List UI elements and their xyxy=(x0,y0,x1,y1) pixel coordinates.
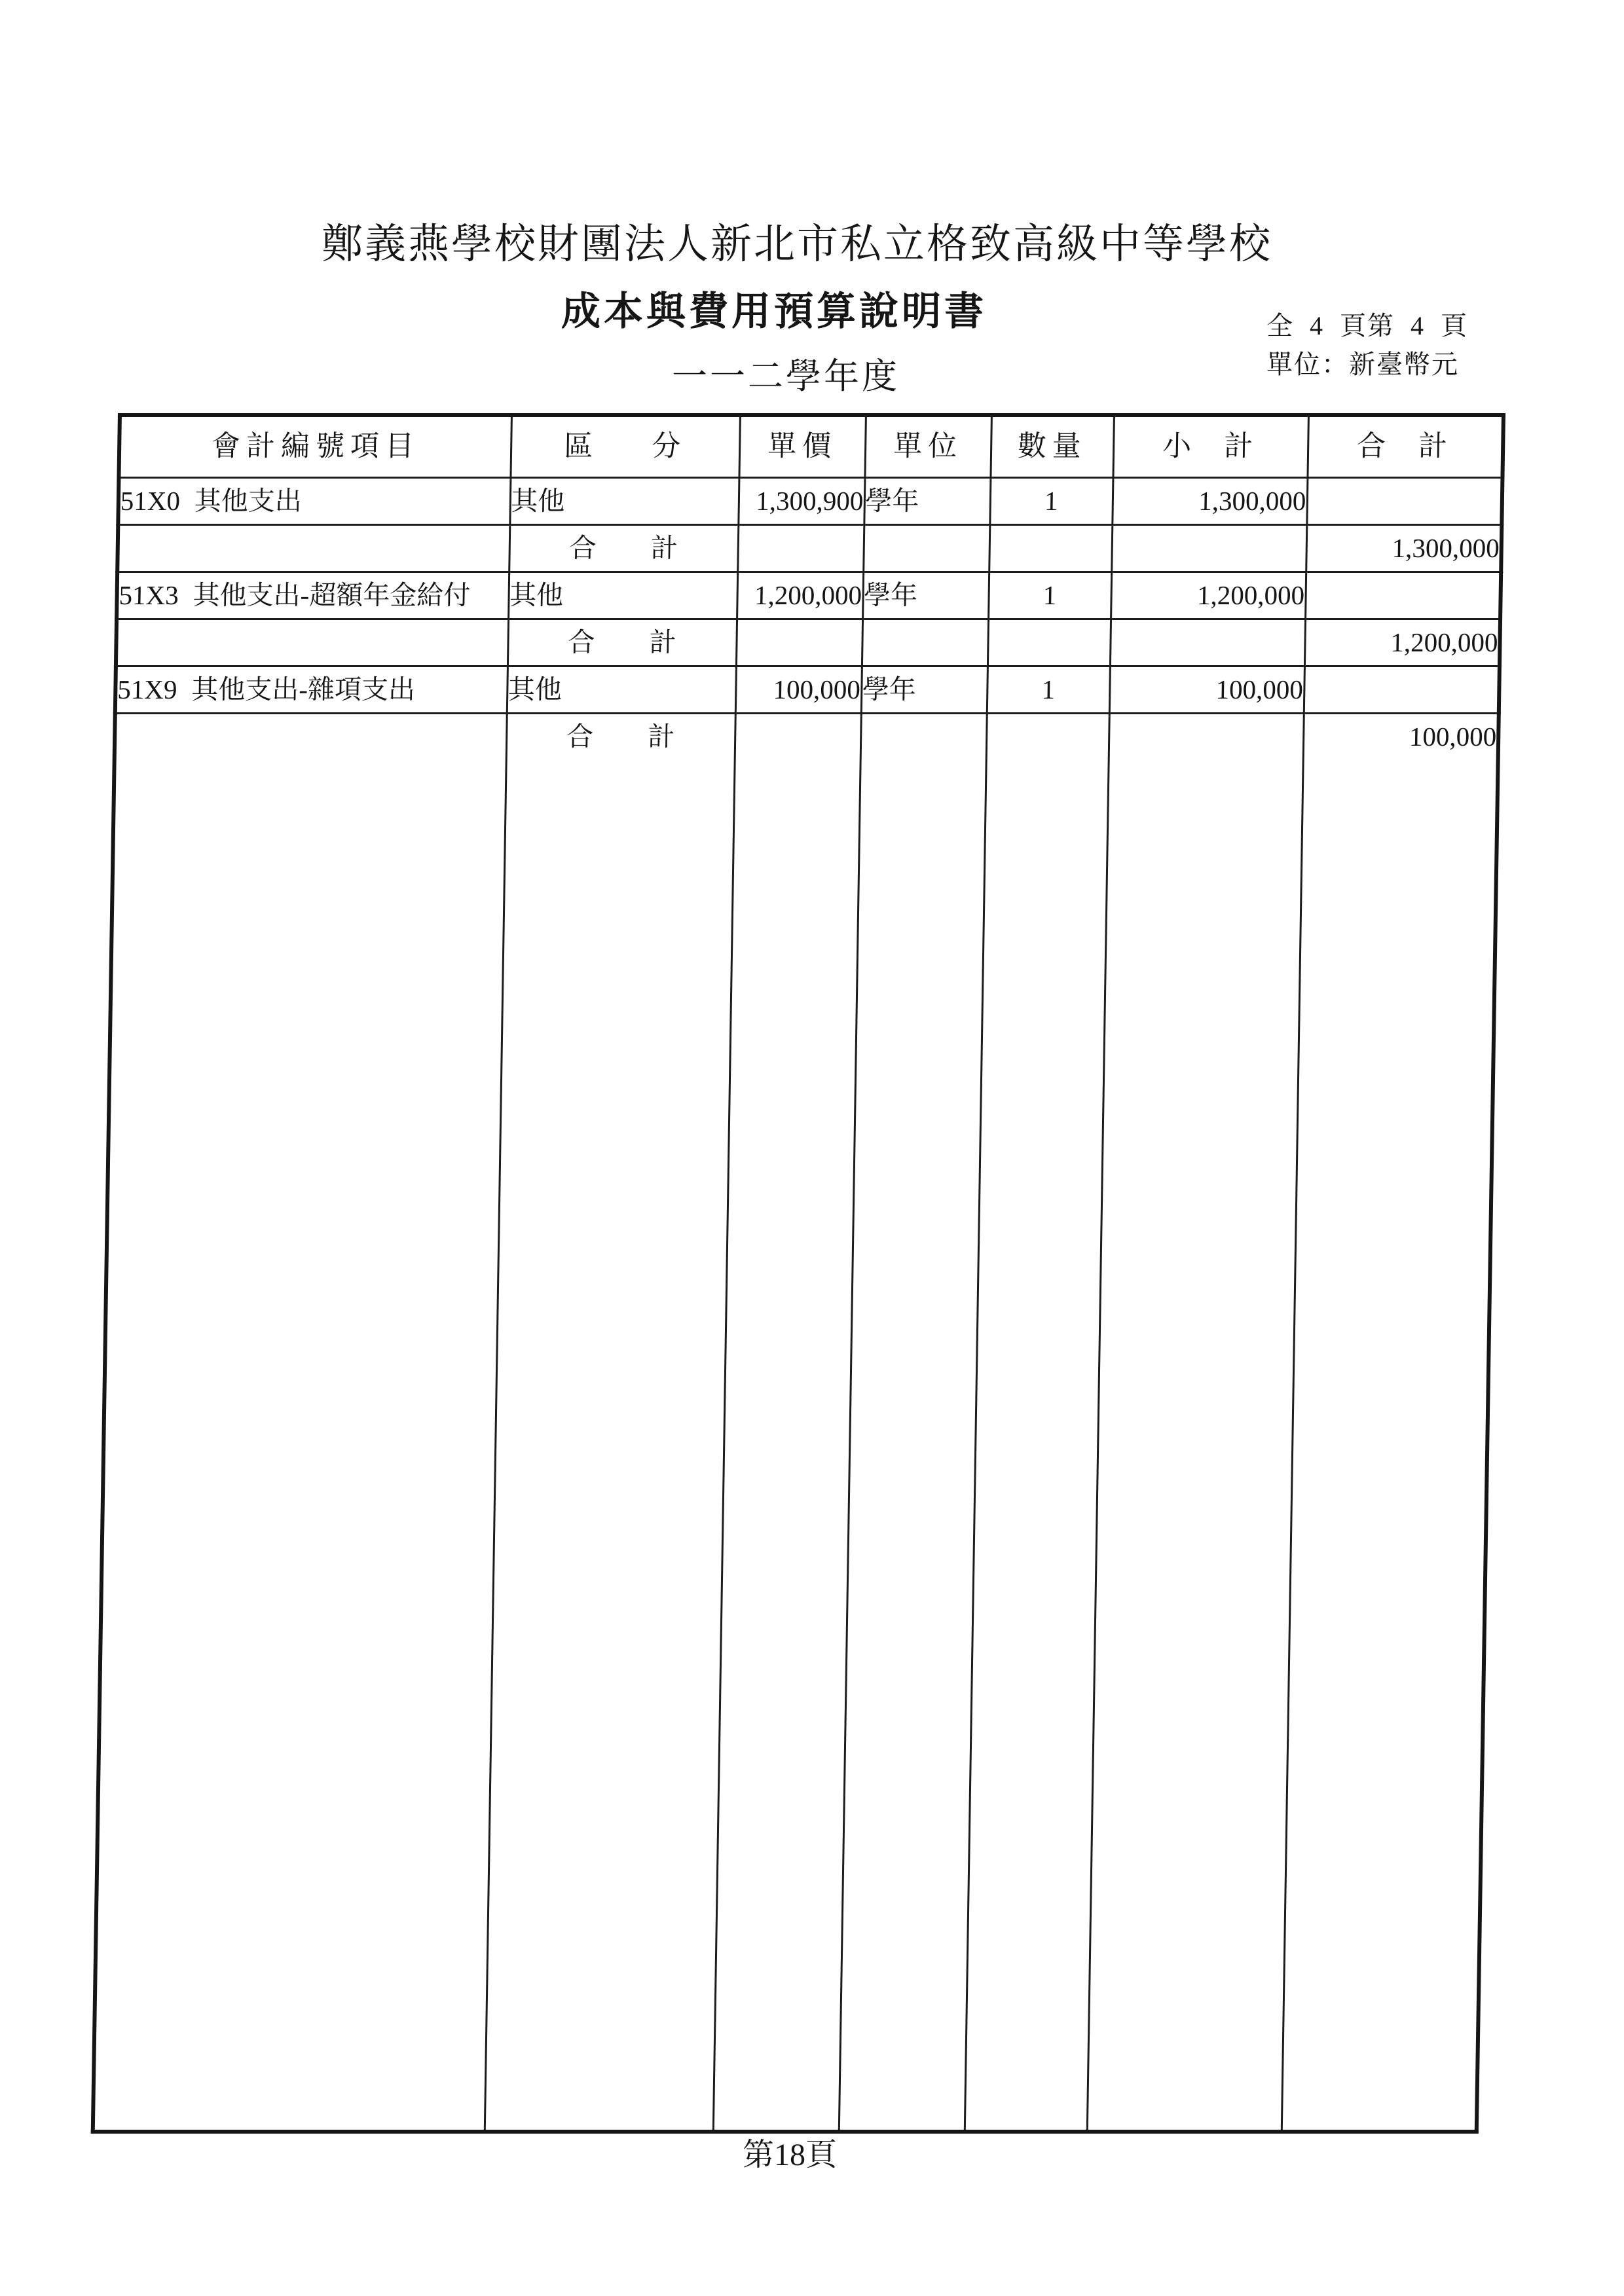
table-row xyxy=(118,477,1502,524)
category-cell: 其他 xyxy=(507,666,736,713)
total-label: 合 計 xyxy=(506,713,735,760)
subtotal-cell: 100,000 xyxy=(1109,666,1304,713)
total-cell xyxy=(1304,666,1500,713)
quantity-cell xyxy=(989,524,1112,572)
category-cell: 其他 xyxy=(509,477,739,524)
page-info: 全 4 頁第 4 頁 xyxy=(1266,311,1468,340)
table-row xyxy=(115,666,1500,713)
quantity-cell xyxy=(986,713,1109,760)
unit-cell xyxy=(862,619,988,666)
total-row xyxy=(115,713,1499,760)
unit-price-cell xyxy=(736,619,862,666)
column-header-unit-price: 單價 xyxy=(739,415,865,477)
column-header-category: 區 分 xyxy=(510,415,739,477)
empty-cell xyxy=(713,760,860,2132)
subtotal-cell: 1,200,000 xyxy=(1111,572,1306,619)
column-header-subtotal: 小 計 xyxy=(1113,415,1308,477)
total-label: 合 計 xyxy=(507,619,737,666)
quantity-cell: 1 xyxy=(987,666,1110,713)
account-name: 其他支出-雜項支出 xyxy=(191,674,416,704)
total-cell xyxy=(1305,572,1501,619)
school-name: 鄭義燕學校財團法人新北市私立格致高級中等學校 xyxy=(322,221,1272,267)
total-row xyxy=(116,619,1500,666)
subtotal-cell xyxy=(1111,524,1306,572)
empty-cell xyxy=(1282,760,1498,2132)
unit-cell: 學年 xyxy=(861,666,987,713)
subtotal-cell xyxy=(1109,713,1304,760)
subtotal-cell xyxy=(1110,619,1305,666)
total-row xyxy=(117,524,1502,572)
quantity-cell xyxy=(987,619,1111,666)
table-body xyxy=(93,477,1503,2132)
account-item-cell xyxy=(115,666,507,713)
account-item-cell xyxy=(117,524,509,572)
account-name: 其他支出 xyxy=(194,485,303,516)
account-code: 51X0 xyxy=(120,485,181,516)
currency-unit: 單位：新臺幣元 xyxy=(1266,350,1459,379)
quantity-cell: 1 xyxy=(988,572,1111,619)
column-header-quantity: 數量 xyxy=(990,415,1113,477)
total-cell: 1,200,000 xyxy=(1304,619,1500,666)
unit-price-cell: 100,000 xyxy=(735,666,862,713)
account-item-cell xyxy=(118,477,510,524)
column-header-total: 合 計 xyxy=(1307,415,1503,477)
quantity-cell: 1 xyxy=(989,477,1113,524)
empty-filler-row xyxy=(93,760,1498,2132)
table-header-row xyxy=(119,415,1503,477)
unit-price-cell: 1,300,900 xyxy=(738,477,864,524)
total-cell: 1,300,000 xyxy=(1306,524,1502,572)
total-cell xyxy=(1306,477,1502,524)
unit-price-cell: 1,200,000 xyxy=(737,572,863,619)
table-row xyxy=(117,572,1501,619)
unit-cell: 學年 xyxy=(864,477,990,524)
subtotal-cell: 1,300,000 xyxy=(1112,477,1307,524)
unit-price-cell xyxy=(737,524,864,572)
total-label: 合 計 xyxy=(509,524,738,572)
account-item-cell xyxy=(116,619,508,666)
account-item-cell xyxy=(115,713,507,760)
account-item-cell xyxy=(117,572,509,619)
column-header-account-item: 會計編號項目 xyxy=(119,415,511,477)
document-title: 成本與費用預算說明書 xyxy=(561,290,987,333)
account-name: 其他支出-超額年金給付 xyxy=(193,579,471,610)
page-number: 第18頁 xyxy=(743,2138,838,2172)
unit-cell xyxy=(863,524,989,572)
empty-cell xyxy=(839,760,986,2132)
account-code: 51X9 xyxy=(117,674,177,704)
empty-cell xyxy=(1087,760,1303,2132)
empty-cell xyxy=(93,760,506,2132)
unit-cell xyxy=(860,713,987,760)
table-head xyxy=(119,415,1503,477)
account-code: 51X3 xyxy=(119,579,179,610)
column-header-unit: 單位 xyxy=(864,415,991,477)
category-cell: 其他 xyxy=(508,572,737,619)
unit-price-cell xyxy=(735,713,861,760)
unit-cell: 學年 xyxy=(862,572,989,619)
budget-table xyxy=(91,413,1505,2134)
empty-cell xyxy=(965,760,1109,2132)
empty-cell xyxy=(485,760,735,2132)
academic-year: 一一二學年度 xyxy=(672,357,900,396)
total-cell: 100,000 xyxy=(1303,713,1499,760)
